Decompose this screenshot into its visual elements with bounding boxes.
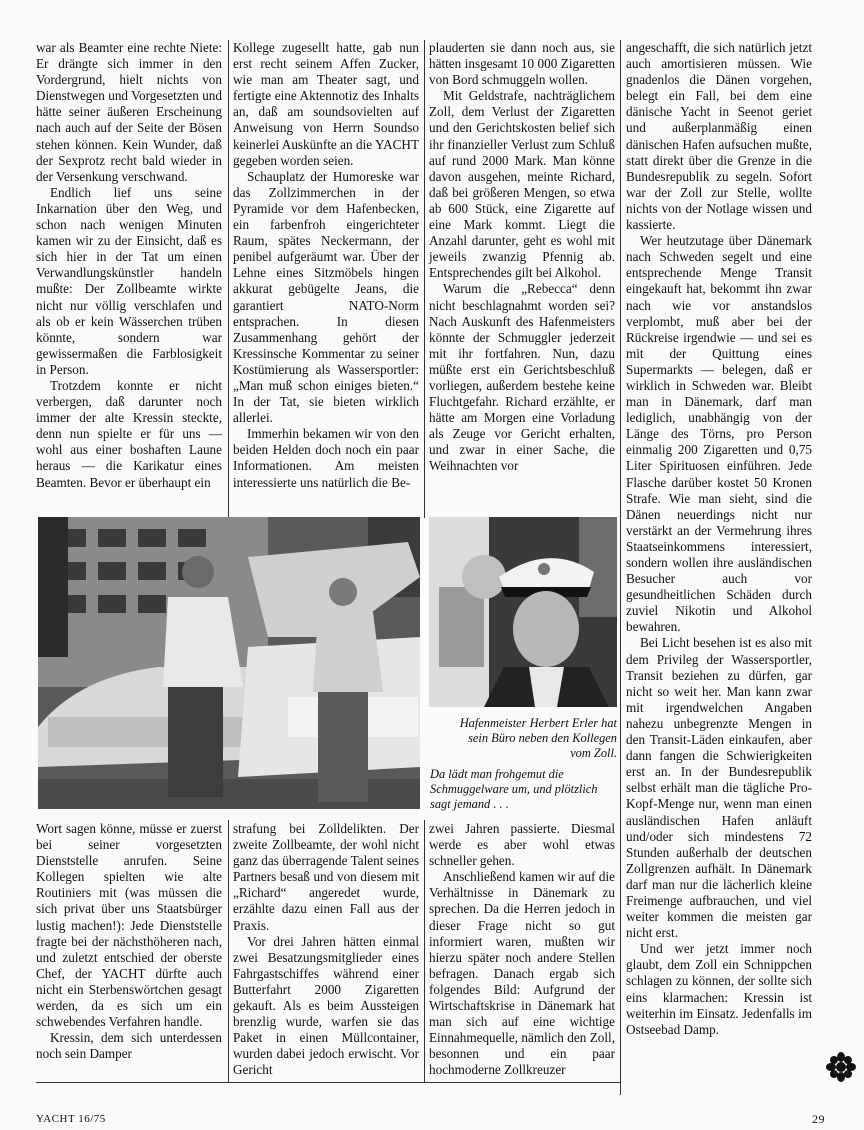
page-footer-issue: YACHT 16/75 (36, 1113, 106, 1125)
paragraph: plauderten sie dann noch aus, sie hätten insgesamt 10 000 Zigaretten von Bord schmuggeln wollen. (429, 40, 615, 88)
column-3-top (429, 40, 615, 475)
paragraph: Und wer jetzt immer noch glaubt, dem Zoll ein Schnippchen schlagen zu können, der sollte sich eins klarmachen: Kressin ist weiterhin im Einsatz. Jedenfalls im Ostseebad Damp. (626, 941, 812, 1037)
column-rule (228, 40, 229, 518)
paragraph: Mit Geldstrafe, nachträglichem Zoll, dem Verlust der Zigaretten und den Gerichtskosten belief sich ihr finanzieller Verlust zum Schluß auf rund 2000 Mark. Man könne davon ausgehen, meinte Richard, daß bei größeren Mengen, so etwa ab 600 Stück, eine Zigarette auf eine Mark kommt. Liegt die Anzahl darunter, geht es wohl mit jeweils zwanzig Pfennig ab. Entsprechendes gilt bei Alkohol. (429, 88, 615, 281)
harbor-master-portrait-photo (429, 517, 617, 707)
paragraph: Trotzdem konnte er nicht verbergen, daß darunter noch immer der alte Kressin steckte, denn nun spielte er für uns — wohl aus einer boshaften Laune heraus — die Karikatur eines Beamten. Bevor er überhaupt ein (36, 377, 222, 490)
paragraph: Immerhin bekamen wir von den beiden Helden doch noch ein paar Informationen. Am meisten interessierte uns natürlich die Be- (233, 426, 419, 490)
column-rule (228, 820, 229, 1082)
paragraph: angeschafft, die sich natürlich jetzt auch amortisieren müssen. Wie gnadenlos die Dänen vorgehen, belegt ein Fall, bei dem eine dänische Yacht in Seenot geriet und außerplanmäßig einen dänischen Hafen aufsuchen mußte, statt direkt über die Grenze in die Bundesrepublik zu segeln. Sofort war der Zoll zur Stelle, wollte nichts von der Notlage wissen und kassierte. (626, 40, 812, 233)
column-2-top (233, 40, 419, 491)
paragraph: war als Beamter eine rechte Niete: Er drängte sich immer in den Vordergrund, hielt nichts von Dienstwegen und Vorgesetzten und hätte seiner äußeren Erscheinung nach auch auf der Seite der Bösen stehen können. Kein Wunder, daß der Sexprotz recht bald wieder in der Versenkung verschwand. (36, 40, 222, 184)
column-rule (620, 40, 621, 1095)
column-rule (424, 40, 425, 518)
column-2-bottom (233, 821, 419, 1079)
paragraph: Kressin, dem sich unterdessen noch sein Damper (36, 1030, 222, 1062)
paragraph: Bei Licht besehen ist es also mit dem Privileg der Wassersportler, Transit beziehen zu dürfen, gar nicht so weit her. Man kann zwar mit irgendwelchen Angaben nahezu unbegrenzte Mengen in den Transit-Läden einkaufen, aber dann fangen die Schwierigkeiten erst an. In der Bundesrepublik selbst erhält man die tägliche Pro-Kopf-Menge nur, wenn man einen ausländischen Hafen anläuft und/oder sich mindestens 72 Stunden außerhalb der deutschen Zollgrenzen aufhält. In Dänemark darf man nur die lächerlich kleine Freimenge aufbrauchen, und viel weiter kommen die meisten gar nicht erst. (626, 635, 812, 941)
column-3-bottom (429, 821, 615, 1079)
column-1-top (36, 40, 222, 491)
paragraph: Vor drei Jahren hätten einmal zwei Besatzungsmitglieder eines Fahrgastschiffes während einer Butterfahrt 2000 Zigaretten gekauft. Als es beim Aussteigen brenzlig wurde, warfen sie das Paket in einen Müllcontainer, wurden dabei jedoch erwischt. Vor Gericht (233, 933, 419, 1078)
paragraph: Wort sagen könne, müsse er zuerst bei seiner vorgesetzten Dienststelle anrufen. Seine Kollegen spielten wie alte Routiniers mit (was müssen die sich privat über uns Staatsbürger lustig machen!): Jede Dienststelle fragte bei der nächsthöheren nach, und zuletzt entschied der oberste Chef, der YACHT dürfte auch nicht ein Sterbenswörtchen gesagt werden, da es sich um ein schwebendes Verfahren handle. (36, 821, 222, 1030)
paragraph: strafung bei Zolldelikten. Der zweite Zollbeamte, der wohl nicht ganz das überragende Talent seines Partners besaß und von diesem mit „Richard“ angeredet wurde, erzählte dazu einen Fall aus der Praxis. (233, 821, 419, 933)
column-4 (626, 40, 812, 1038)
column-rule (424, 820, 425, 1082)
photo-caption-right: Hafenmeister Herbert Erler hat sein Büro neben den Kollegen vom Zoll. (459, 716, 617, 760)
men-unloading-car-photo (38, 517, 420, 809)
page-number: 29 (812, 1112, 825, 1126)
paragraph: Anschließend kamen wir auf die Verhältnisse in Dänemark zu sprechen. Da die Herren jedoch in dieser Frage nicht so gut informiert waren, mußten wir hierzu später noch andere Stellen befragen. Danach ergab sich folgendes Bild: Aufgrund der Wirtschaftskrise in Dänemark hat man sich auf eine wichtige Einnahmequelle, nämlich den Zoll, besonnen und ein paar hochmoderne Zollkreuzer (429, 869, 615, 1078)
paragraph: zwei Jahren passierte. Diesmal werde es aber wohl etwas schneller gehen. (429, 821, 615, 869)
bottom-rule (36, 1082, 621, 1083)
paragraph: Schauplatz der Humoreske war das Zollzimmerchen in der Pyramide vor dem Hafenbecken, ein farbenfroh eingerichteter Raum, spätes Neckermann, der penibel aufgeräumt war. Über der Lehne eines Sitzmöbels hingen akkurat gebügelte Jeans, die garantiert NATO-Norm entsprachen. In diesen Zusammenhang gehört der Kressinsche Kommentar zu seiner Kostümierung als Wassersportler: „Man muß schon einiges bieten.“ In der Tat, sie bieten wirklich allerlei. (233, 168, 419, 426)
column-1-bottom (36, 821, 222, 1062)
paragraph: Wer heutzutage über Dänemark nach Schweden segelt und eine entsprechende Menge Transit eingekauft hat, bekommt ihn zwar nach wie vor anstandslos verplombt, muß aber bei der Rückreise irgendwie — und sei es mit der Quittung eines Supermarkts — belegen, daß er wirklich in Schweden war. Bleibt man in Dänemark, darf man lediglich, unabhängig von der Länge des Törns, pro Person einmalig 200 Zigaretten und 0,75 Liter Spirituosen einführen. Jede Flasche darüber kostet 50 Kronen Strafe. Wie man sieht, sind die Dänen neuerdings nicht nur verstärkt an der Vermehrung ihres Staatseinkommens interessiert, sondern wollen ihre ausländischen Besucher auch vor gesundheitlichen Schäden durch zuviel Nikotin und Alkohol bewahren. (626, 233, 812, 635)
photo-caption-left: Da lädt man frohgemut die Schmuggelware um, und plötzlich sagt jemand . . . (430, 767, 598, 811)
paragraph: Kollege zugesellt hatte, gab nun erst recht seinem Affen Zucker, wie man am Theater sagt, und fertigte eine Aktennotiz des Inhalts an, daß am soundsovielten auf Anweisung von Herrn Soundso keinerlei Auskünfte an die YACHT gegeben worden seien. (233, 40, 419, 168)
paragraph: Endlich lief uns seine Inkarnation über den Weg, und schon nach wenigen Minuten kamen wir zu der Einsicht, daß es sich hier in der Tat um einen Verwandlungskünstler handeln mußte: Der Zollbeamte wirkte nicht nur völlig verschlafen und als ob er kein Wässerchen trüben könnte, sondern war gewissermaßen die Farblosigkeit in Person. (36, 184, 222, 377)
paragraph: Warum die „Rebecca“ denn nicht beschlagnahmt worden sei? Nach Auskunft des Hafenmeisters könnte der Schmuggler jederzeit mit ihr fortfahren. Nun, dazu müßte erst ein Gerichtsbeschluß vorliegen, außerdem bestehe keine Fluchtgefahr. Richard erzählte, er hätte am Morgen eine Vorladung als Zeuge vor Gericht erhalten, und zwar in einer Sache, die Weihnachten vor (429, 281, 615, 474)
flower-logo-icon (826, 1052, 856, 1082)
